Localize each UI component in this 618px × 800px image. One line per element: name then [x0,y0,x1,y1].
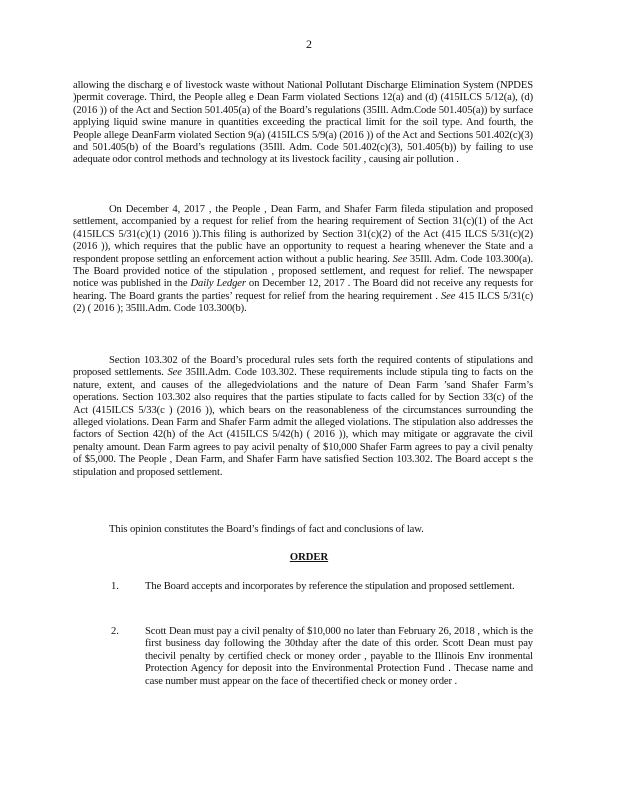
paragraph-3-text-2: 35Ill.Adm. Code 103.302. These requirements include stipula ting to facts on the nature, extent, and causes of the allegedviolations and the nature of Dean Farm ’sand Shafer Farm’s operations. Section 103.302 also requires that the parties stipulate to facts called for by Section 33(c) of the Act (415ILCS 5/33(c ) (2016 )), which bears on the reasonableness of the circumstances surrounding the alleged violations. Dean Farm and Shafer Farm admit the alleged violations. The stipulation also addresses the factors of Section 42(h) of the Act (415ILCS 5/42(h) ( 2016 )), which may mitigate or aggravate the civil penalty amount. Dean Farm agrees to pay acivil penalty of $10,000 Shafer Farm agrees to pay a civil penalty of $5,000. The People , Dean Farm, and Shafer Farm have satisfied Section 103.302. The Board accept s the stipulation and proposed settlement. [73,367,533,478]
paragraph-2-text-1: On December 4, 2017 , the People , Dean Farm, and Shafer Farm fileda stipulation and proposed settlement, accompanied by a request for relief from the hearing requirement of Section 31(c)(1) of the Act (415ILCS 5/31(c)(1) (2016 )).This filing is authorized by Section 31(c)(2) of the Act (415 ILCS 5/31(c)(2) (2016 )), which requires that the public have an opportunity to request a hearing whenever the State and a respondent propose settling an enforcement action without a public hearing. [73,204,533,265]
paragraph-stipulation-filing [73,204,533,316]
paragraph-violations-continued: allowing the discharg e of livestock waste without National Pollutant Discharge Elimination System (NPDES )permit coverage. Third, the People alleg e Dean Farm violated Sections 12(a) and (d) (415ILCS 5/12(a), (d) (2016 )) of the Act and Section 501.405(a) of the Board’s regulations (35Ill. Adm.Code 501.405(a)) by surface applying liquid swine manure in quantities exceeding the practical limit for the soil type. And fourth, the People allege DeanFarm violated Section 9(a) (415ILCS 5/9(a) (2016 )) of the Act and Sections 501.402(c)(3) and 501.405(b) of the Board’s regulations (35Ill. Adm. Code 501.402(c)(3), 501.405(b)) by failing to use adequate odor control methods and technology at its livestock facility , causing air pollution . [73,80,533,166]
order-heading: ORDER [289,552,329,563]
order-item-text: Scott Dean must pay a civil penalty of $10,000 no later than February 26, 2018 , which is the first business day following the 30thday after the date of this order. Scott Dean must pay thecivil penalty by certified check or money order , payable to the Illinois Env ironmental Protection Agency for deposit into the Environmental Protection Fund . Thecase name and case number must appear on the face of thecertified check or money order . [145,626,533,687]
paragraph-2-text-4: 415 ILCS 5/31(c)(2) ( 2016 ); 35Ill.Adm. Code 103.300(b). [73,290,533,315]
order-item-text: The Board accepts and incorporates by reference the stipulation and proposed settlement. [145,581,515,592]
citation-see: See [440,290,456,302]
citation-see: See [392,253,408,265]
paragraph-findings: This opinion constitutes the Board’s findings of fact and conclusions of law. [109,524,424,535]
citation-see: See [167,367,182,379]
order-item-number: 1. [111,581,119,592]
order-item-number: 2. [111,626,119,637]
paragraph-2-text-3: on December 12, 2017 . The Board did not receive any requests for hearing. The Board grants the parties’ request for relief from the hearing requirement . [73,278,533,302]
page-number: 2 [306,37,312,51]
paragraph-3-text-1: Section 103.302 of the Board’s procedural rules sets forth the required contents of stipulations and proposed settlements. [73,355,533,379]
paragraph-section-103-302 [73,355,533,479]
newspaper-name: Daily Ledger [190,278,246,290]
paragraph-2-text-2: 35Ill. Adm. Code 103.300(a). The Board provided notice of the stipulation , proposed settlement, and request for relief. The newspaper notice was published in the [73,253,533,290]
